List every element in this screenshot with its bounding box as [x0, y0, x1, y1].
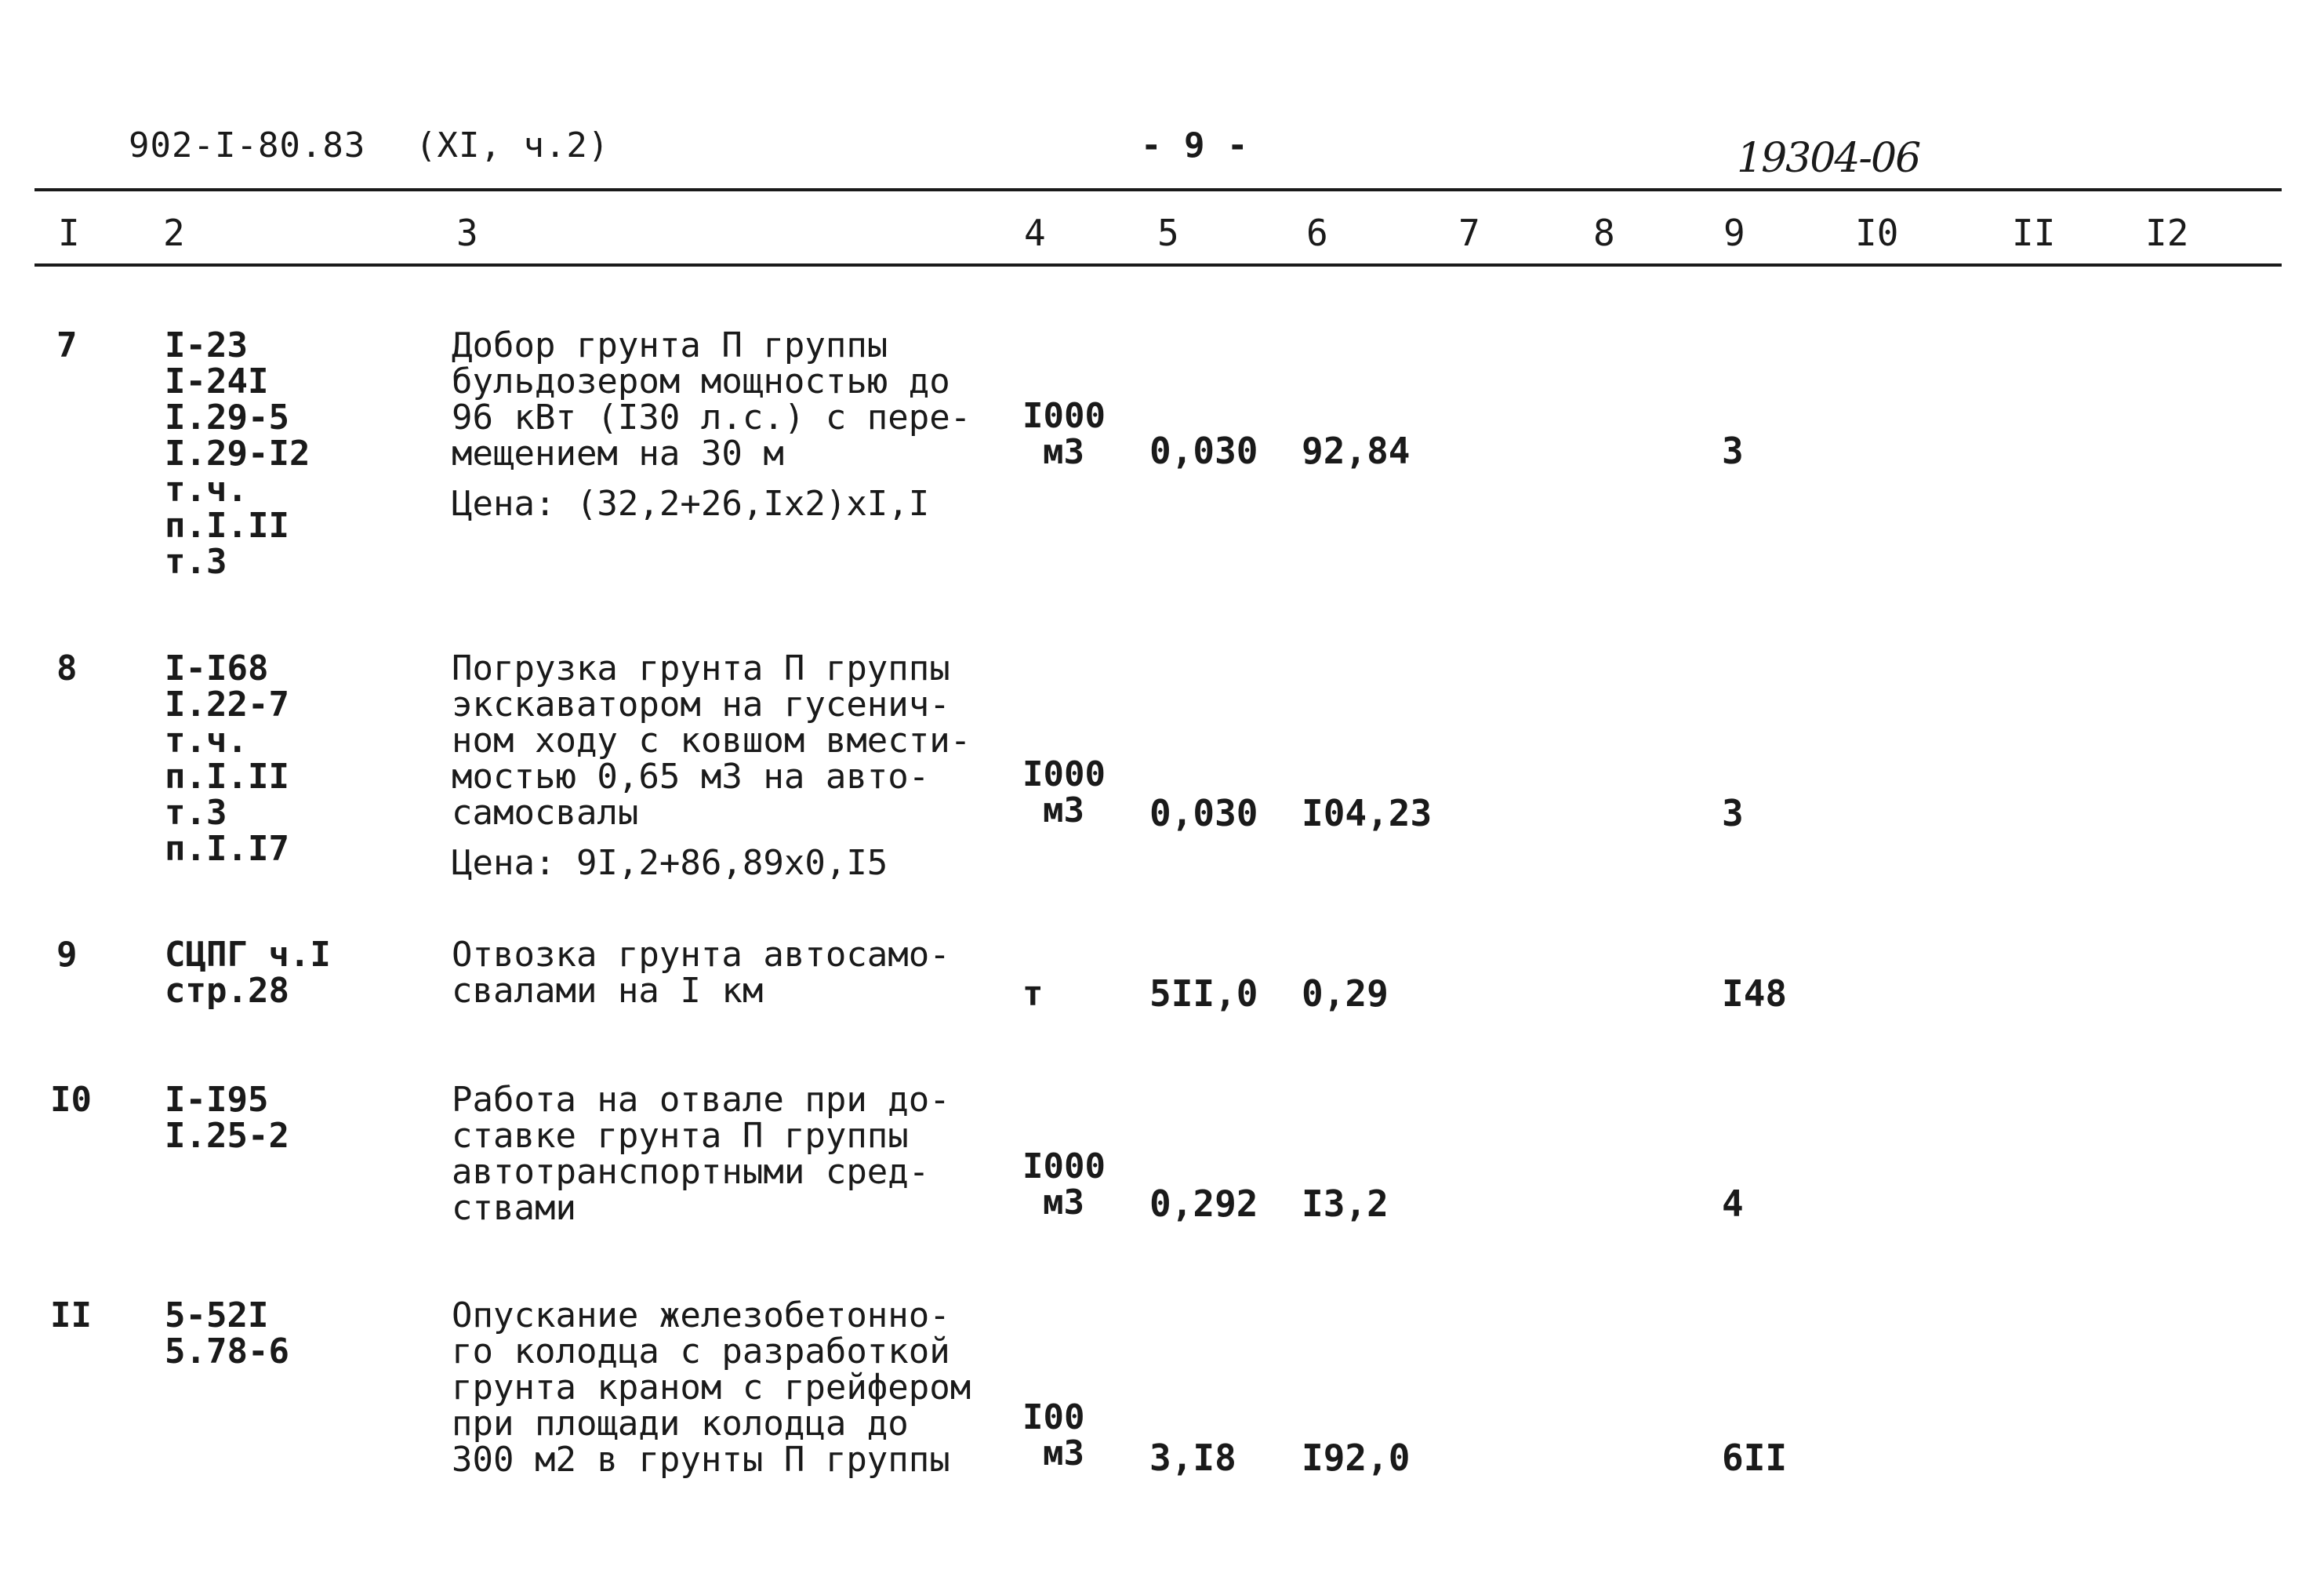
- norm-reference: I-I95: [165, 1080, 269, 1120]
- rate-value: I04,23: [1302, 792, 1433, 834]
- column-9-value: I48: [1722, 972, 1788, 1015]
- unit-of-measure: I000: [1022, 396, 1106, 436]
- column-number-9: 9: [1723, 212, 1745, 254]
- quantity-value: 0,292: [1149, 1183, 1258, 1225]
- quantity-value: 3,I8: [1149, 1437, 1236, 1479]
- unit-of-measure: I00: [1022, 1397, 1085, 1437]
- work-description-line: экскаватором на гусенич-: [452, 685, 950, 725]
- unit-of-measure: м3: [1043, 1433, 1084, 1473]
- column-9-value: 3: [1722, 430, 1744, 472]
- unit-of-measure: т: [1022, 974, 1044, 1014]
- work-description-line: свалами на I км: [452, 971, 764, 1011]
- top-rule: [34, 188, 2282, 191]
- rate-value: 0,29: [1302, 972, 1389, 1015]
- row-number: 9: [56, 935, 78, 975]
- column-number-7: 7: [1458, 212, 1480, 254]
- column-9-value: 3: [1722, 792, 1744, 834]
- work-description-line: Погрузка грунта П группы: [452, 648, 950, 688]
- document-number: 19304-06: [1737, 135, 1920, 182]
- work-description-line: Опускание железобетонно-: [452, 1295, 950, 1335]
- rate-value: I3,2: [1302, 1183, 1389, 1225]
- unit-of-measure: м3: [1043, 790, 1084, 830]
- norm-reference: I-24I: [165, 361, 269, 401]
- column-number-6: 6: [1306, 212, 1328, 254]
- row-number: I0: [50, 1080, 92, 1120]
- norm-reference: 5-52I: [165, 1295, 269, 1335]
- header-bottom-rule: [34, 263, 2282, 267]
- quantity-value: 0,030: [1149, 430, 1258, 472]
- column-number-5: 5: [1157, 212, 1179, 254]
- norm-reference: т.3: [165, 542, 227, 582]
- norm-reference: I-23: [165, 325, 248, 365]
- work-description-line: грунта краном с грейфером: [452, 1368, 971, 1408]
- work-description-line: го колодца с разработкой: [452, 1332, 950, 1371]
- unit-of-measure: I000: [1022, 754, 1106, 794]
- work-description-line: ствами: [452, 1188, 576, 1228]
- norm-reference: стр.28: [165, 971, 289, 1011]
- norm-reference: т.3: [165, 793, 227, 833]
- work-description-line: Работа на отвале при до-: [452, 1080, 950, 1120]
- unit-of-measure: м3: [1043, 1183, 1084, 1223]
- quantity-value: 0,030: [1149, 792, 1258, 834]
- price-formula: Цена: 9I,2+86,89х0,I5: [452, 843, 888, 883]
- norm-reference: I.29-5: [165, 398, 289, 438]
- column-number-2: 2: [163, 212, 185, 254]
- row-number: II: [50, 1295, 92, 1335]
- work-description-line: бульдозером мощностью до: [452, 361, 950, 401]
- norm-reference: I.22-7: [165, 685, 289, 725]
- column-9-value: 6II: [1722, 1437, 1788, 1479]
- norm-reference: I.29-I2: [165, 434, 310, 474]
- work-description-line: ставке грунта П группы: [452, 1116, 909, 1156]
- column-number-3: 3: [456, 212, 478, 254]
- norm-reference: СЦПГ ч.I: [165, 935, 331, 975]
- norm-reference: т.ч.: [165, 721, 248, 761]
- page-number: - 9 -: [1141, 125, 1249, 165]
- rate-value: I92,0: [1302, 1437, 1411, 1479]
- work-description-line: автотранспортными сред-: [452, 1152, 930, 1192]
- column-number-1: I: [58, 212, 80, 254]
- document-code: 902-I-80.83: [129, 125, 366, 165]
- unit-of-measure: м3: [1043, 432, 1084, 472]
- rate-value: 92,84: [1302, 430, 1411, 472]
- norm-reference: п.I.II: [165, 506, 289, 546]
- column-number-8: 8: [1593, 212, 1615, 254]
- norm-reference: п.I.II: [165, 757, 289, 797]
- work-description-line: при площади колодца до: [452, 1404, 909, 1444]
- work-description-line: 300 м2 в грунты П группы: [452, 1440, 950, 1480]
- column-number-10: I0: [1855, 212, 1899, 254]
- column-number-12: I2: [2145, 212, 2189, 254]
- norm-reference: п.I.I7: [165, 829, 289, 869]
- norm-reference: 5.78-6: [165, 1332, 289, 1371]
- row-number: 8: [56, 648, 78, 688]
- norm-reference: т.ч.: [165, 470, 248, 510]
- work-description-line: мещением на 30 м: [452, 434, 784, 474]
- norm-reference: I-I68: [165, 648, 269, 688]
- work-description-line: мостью 0,65 м3 на авто-: [452, 757, 930, 797]
- work-description-line: ном ходу с ковшом вмести-: [452, 721, 971, 761]
- unit-of-measure: I000: [1022, 1146, 1106, 1186]
- work-description-line: Отвозка грунта автосамо-: [452, 935, 950, 975]
- document-part: (XI, ч.2): [416, 125, 610, 165]
- norm-reference: I.25-2: [165, 1116, 289, 1156]
- price-formula: Цена: (32,2+26,Iх2)хI,I: [452, 484, 930, 524]
- row-number: 7: [56, 325, 78, 365]
- work-description-line: самосвалы: [452, 793, 639, 833]
- work-description-line: 96 кВт (I30 л.с.) с пере-: [452, 398, 971, 438]
- quantity-value: 5II,0: [1149, 972, 1258, 1015]
- column-number-11: II: [2012, 212, 2056, 254]
- work-description-line: Добор грунта П группы: [452, 325, 888, 365]
- column-9-value: 4: [1722, 1183, 1744, 1225]
- column-number-4: 4: [1024, 212, 1046, 254]
